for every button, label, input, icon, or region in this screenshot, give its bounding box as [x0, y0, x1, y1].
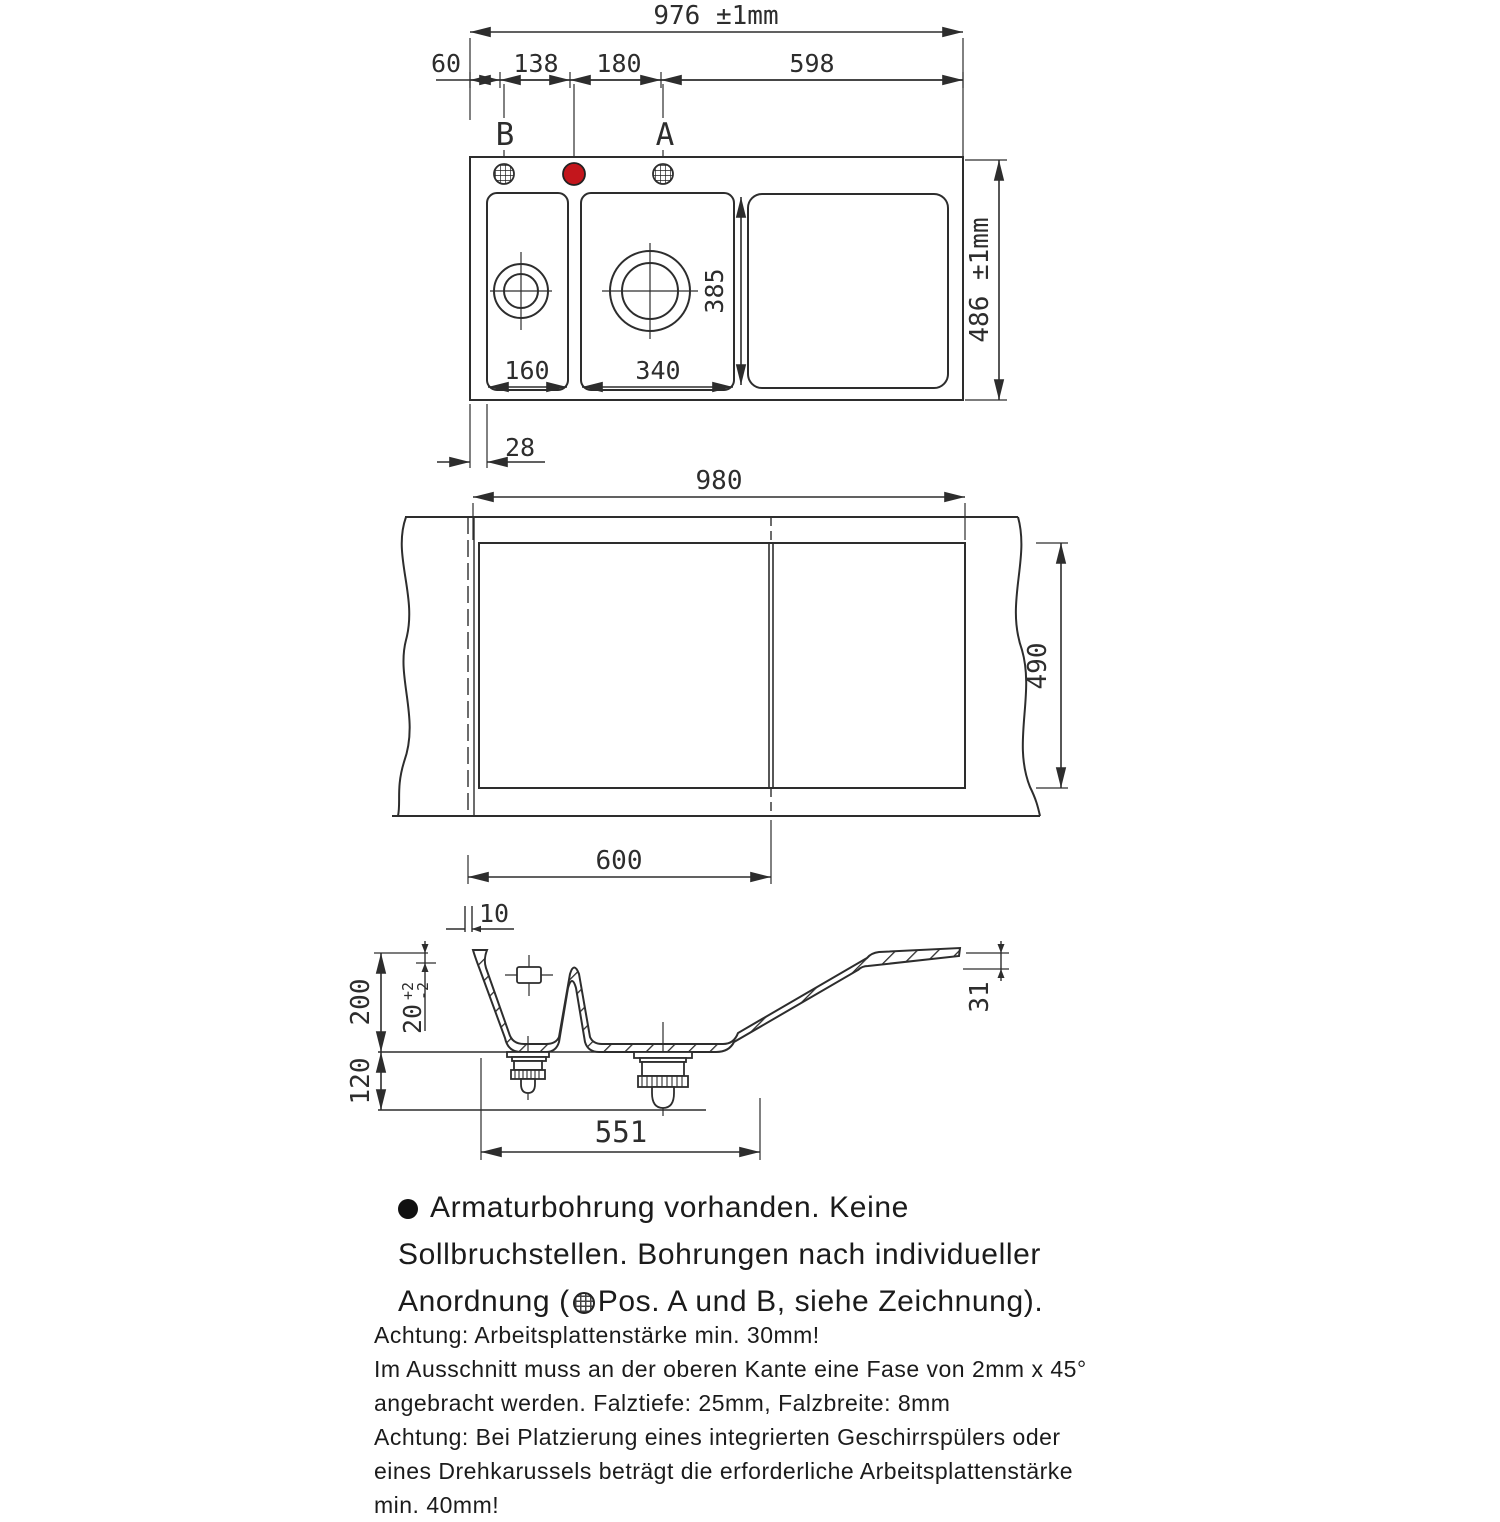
dim-edge-offset: 28 — [504, 433, 536, 462]
hole-label-b: B — [495, 117, 515, 153]
note-line-3-pre: Anordnung ( — [398, 1285, 570, 1318]
warning-line: Im Ausschnitt muss an der oberen Kante eine Fase von 2mm x 45° — [374, 1356, 1087, 1382]
dim-seg-598: 598 — [789, 49, 835, 78]
faucet-hole-icon — [505, 955, 553, 996]
dim-seg-60: 60 — [430, 49, 462, 78]
dim-rim-tol-minus: -2 — [414, 981, 432, 1000]
dim-cutout-height: 490 — [1023, 642, 1053, 690]
dim-height: 486 ±1mm — [965, 217, 995, 343]
note-line-2 — [398, 1231, 1043, 1278]
hatched-hole-icon — [573, 1292, 595, 1314]
dim-rim-depth: 20 — [398, 1003, 427, 1034]
bullet-icon — [398, 1199, 418, 1219]
section-view — [346, 899, 1009, 1160]
dim-depth-total: 200 — [346, 978, 376, 1026]
dim-total-width: 976 ±1mm — [653, 1, 779, 31]
tap-hole-red-icon — [563, 163, 585, 185]
warning-line: Achtung: Bei Platzierung eines integrierten Geschirrspülers oder — [374, 1424, 1061, 1450]
dim-drain-span: 551 — [594, 1115, 648, 1149]
note-line-2-text: Sollbruchstellen. Bohrungen nach individueller — [398, 1238, 1041, 1271]
hole-label-a: A — [655, 117, 675, 153]
note-line-3-post: Pos. A und B, siehe Zeichnung). — [597, 1285, 1044, 1318]
dim-board-thickness: 31 — [965, 981, 995, 1013]
cutout-view — [392, 466, 1068, 884]
warning-line: angebracht werden. Falztiefe: 25mm, Falzbreite: 8mm — [374, 1390, 951, 1416]
tap-hole-a-icon — [653, 164, 673, 184]
dim-left-section: 600 — [595, 846, 643, 876]
warning-line: eines Drehkarussels beträgt die erforderliche Arbeitsplattenstärke — [374, 1458, 1074, 1484]
dim-rim-tol-plus: +2 — [399, 981, 417, 1000]
dim-bowl-depth: 385 — [700, 268, 729, 314]
dim-small-bowl: 160 — [504, 356, 550, 385]
dim-large-bowl: 340 — [635, 356, 681, 385]
tap-hole-b-icon — [494, 164, 514, 184]
note-line-1-text: Armaturbohrung vorhanden. Keine — [430, 1191, 909, 1224]
dim-reveal: 10 — [478, 899, 510, 928]
dim-cutout-width: 980 — [695, 466, 743, 496]
note-paragraph-main — [398, 1184, 1043, 1325]
right-drain-fitting-icon — [634, 1022, 692, 1116]
section-body — [473, 948, 960, 1052]
warning-line: min. 40mm! — [374, 1492, 500, 1518]
dim-seg-180: 180 — [596, 49, 642, 78]
cutout-outline — [479, 543, 965, 788]
note-paragraph-warnings — [374, 1318, 1087, 1522]
warning-line: Achtung: Arbeitsplattenstärke min. 30mm! — [374, 1322, 820, 1348]
dim-seg-138: 138 — [513, 49, 559, 78]
top-view — [431, 1, 1007, 468]
note-line-1 — [398, 1184, 1043, 1231]
dim-clearance: 120 — [346, 1057, 376, 1105]
break-line-left — [398, 517, 410, 816]
